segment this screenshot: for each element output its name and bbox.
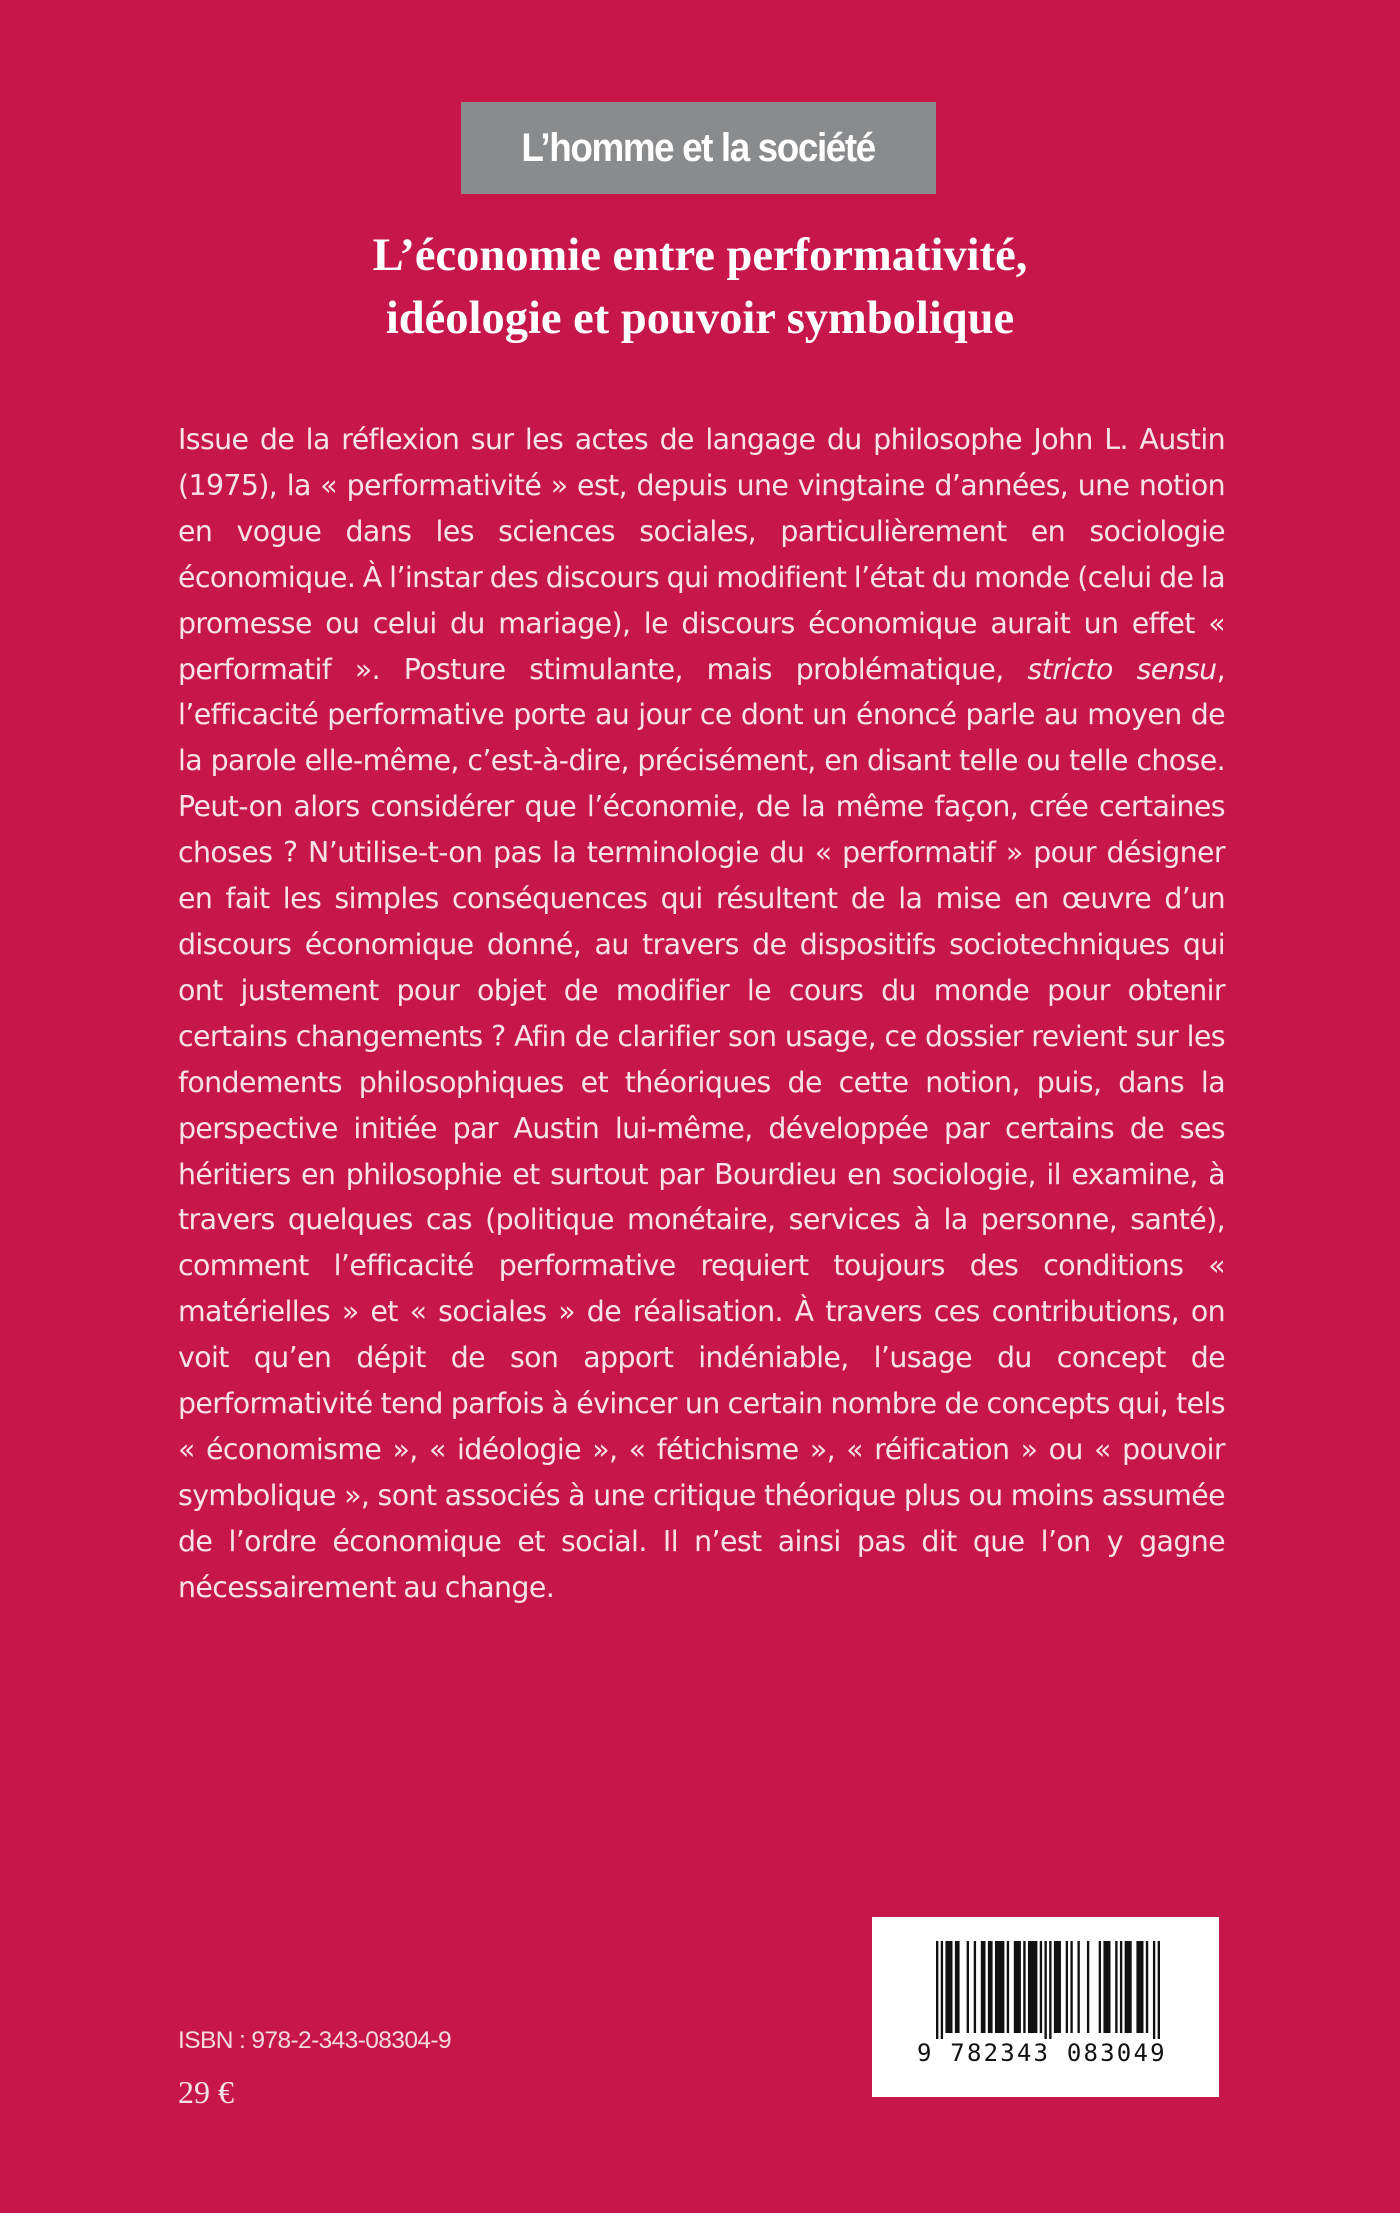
summary-paragraph (178, 417, 1225, 1611)
barcode-bar (1066, 1941, 1068, 2033)
title-line-1: L’économie entre performativité, (372, 230, 1028, 281)
barcode-bar (1146, 1941, 1148, 2033)
barcode-bar (1023, 1941, 1025, 2033)
barcode-bar (1054, 1941, 1061, 2033)
barcode-bar (967, 1941, 969, 2033)
isbn-label: ISBN : 978-2-343-08304-9 (178, 2027, 451, 2054)
barcode-bar (941, 1941, 943, 2039)
barcode-bar (1014, 1941, 1021, 2033)
barcode-bar (1070, 1941, 1072, 2033)
barcode-bar (936, 1941, 938, 2039)
barcode-bar (1007, 1941, 1009, 2033)
series-banner (461, 102, 936, 194)
barcode-bar (1125, 1941, 1132, 2033)
barcode-bar (945, 1941, 952, 2033)
barcode-bar (1099, 1941, 1101, 2033)
barcode-bar (1136, 1941, 1143, 2033)
title-line-2: idéologie et pouvoir symbolique (385, 293, 1015, 344)
barcode-bar (974, 1941, 976, 2033)
barcode-bar (1028, 1941, 1037, 2033)
summary-emphasis: stricto sensu (1027, 652, 1217, 686)
barcode-bar (1153, 1941, 1155, 2039)
book-title (150, 224, 1250, 350)
barcode-box (872, 1917, 1219, 2097)
price-label: 29 € (178, 2074, 234, 2110)
barcode-bar (1077, 1941, 1079, 2033)
series-name: L’homme et la société (521, 125, 876, 170)
summary-part-1: Issue de la réflexion sur les actes de langage du philosophe John L. Austin (1975), la « performativité » est, depuis une vingtaine d’années, une notion en vogue dans les sciences sociales, particulièrement en sociologie économique. À l’instar des discours qui modifient l’état du monde (celui de la promesse ou celui du mariage), le discours économique aurait un effet « performatif ». Posture stimulante, mais problématique, (178, 423, 1225, 686)
barcode-bar (1087, 1941, 1089, 2033)
barcode-bar (1115, 1941, 1117, 2033)
barcode-bar (955, 1941, 960, 2033)
barcode-bar (1158, 1941, 1160, 2039)
barcode-bar (988, 1941, 993, 2033)
summary-text (178, 417, 1225, 1611)
barcode-bar (1044, 1941, 1046, 2039)
summary-part-2: , l’efficacité performative porte au jour ce dont un énoncé parle au moyen de la parole elle-même, c’est-à-dire, précisément, en disant telle ou telle chose. Peut-on alors considérer que l’économie, de la même façon, crée certaines choses ? N’utilise-t-on pas la terminologie du « performatif » pour désigner en fait les simples conséquences qui résultent de la mise en œuvre d’un discours économique donné, au travers de dispositifs sociotechniques qui ont justement pour objet de modifier le cours du monde pour obtenir certains changements ? Afin de clarifier son usage, ce dossier revient sur les fondements philosophiques et théoriques de cette notion, puis, dans la perspective initiée par Austin lui-même, développée par certains de ses héritiers en philosophie et surtout par Bourdieu en sociologie, il examine, à travers quelques cas (politique monétaire, services à la personne, santé), comment l’efficacité performative requiert toujours des conditions « matérielles » et « sociales » de réalisation. À travers ces contributions, on voit qu’en dépit de son apport indéniable, l’usage du concept de performativité tend parfois à évincer un certain nombre de concepts qui, tels « économisme », « idéologie », « fétichisme », « réification » ou « pouvoir symbolique », sont associés à une critique théorique plus ou moins assumée de l’ordre économique et social. Il n’est ainsi pas dit que l’on y gagne nécessairement au change. (178, 652, 1225, 1604)
barcode-bar (1103, 1941, 1110, 2033)
barcode-digits: 9 782343 083049 (917, 2039, 1167, 2067)
barcode-bar (1049, 1941, 1051, 2039)
barcode-bar (1040, 1941, 1042, 2033)
barcode-bar (981, 1941, 986, 2033)
barcode-bar (1120, 1941, 1122, 2033)
barcode-icon (936, 1941, 1160, 2039)
barcode-bar (995, 1941, 1004, 2033)
